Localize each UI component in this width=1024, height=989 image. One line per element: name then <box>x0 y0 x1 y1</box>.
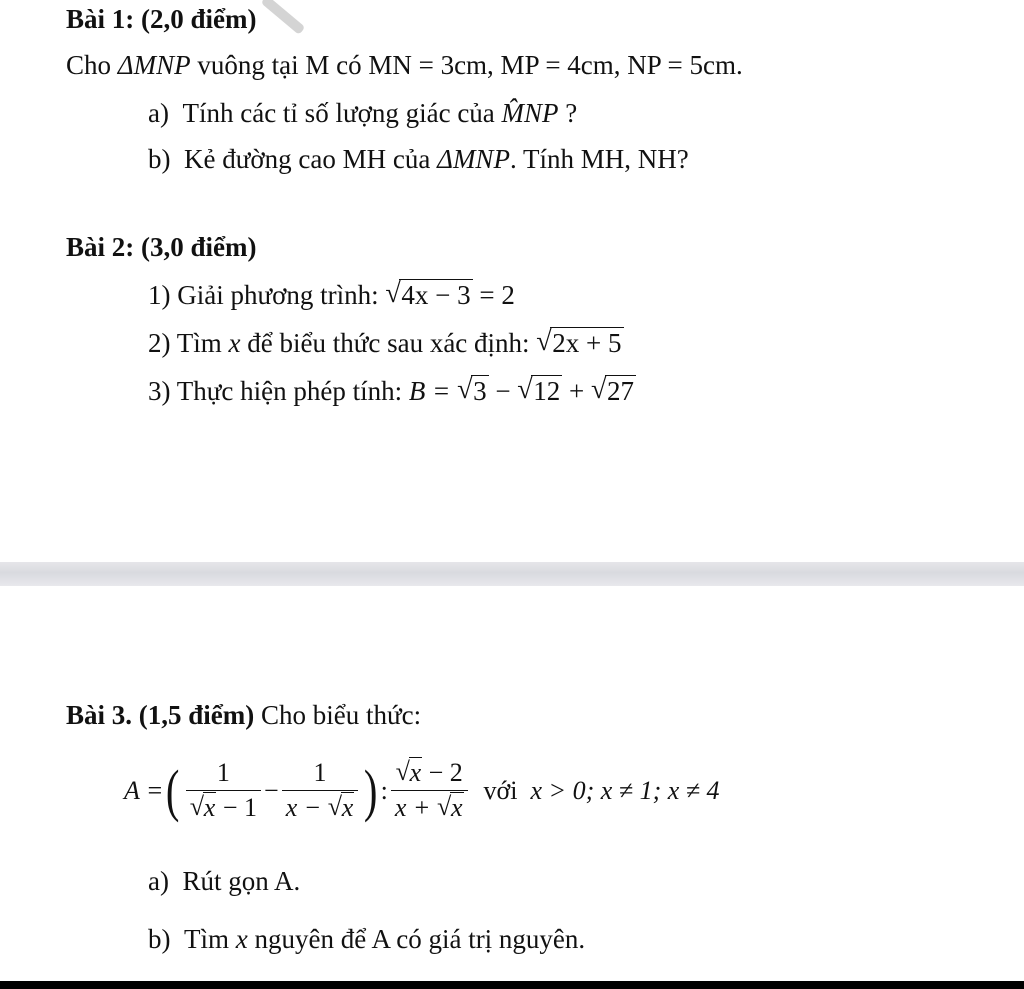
pen-mark <box>261 0 306 35</box>
fraction-3: √ $\frac{x - 2}{x + √ x}$ <box>391 758 468 823</box>
bai3-title: Bài 3. (1,5 điểm) Cho biểu thức: <box>66 700 422 730</box>
bai1-question-b: b) Kẻ đường cao MH của ΔMNP. Tính MH, NH? <box>148 144 689 174</box>
angle-label: M̂NP <box>501 98 559 128</box>
fraction-2: $\frac{1}{x - √ x}$ <box>282 758 359 823</box>
triangle-label: ΔMNP <box>117 50 191 80</box>
page-divider <box>0 562 1024 586</box>
bai2-question-1: 1) Giải phương trình: √ 4x − 3 = 2 <box>148 280 515 311</box>
condition: x > 0; x ≠ 1; x ≠ 4 <box>530 775 720 805</box>
bai2-question-2: 2) Tìm x để biểu thức sau xác định: √ 2x + 5 <box>148 328 624 359</box>
bai3-question-a: a) Rút gọn A. <box>148 866 301 896</box>
bai1-title: Bài 1: (2,0 điểm) <box>66 4 257 34</box>
fraction-1: 1 √ x − 1 <box>186 758 261 823</box>
bai1-question-a: a) Tính các tỉ số lượng giác của M̂NP ? <box>148 98 578 128</box>
bai1-intro: Cho ΔMNP vuông tại M có MN = 3cm, MP = 4cm, NP = 5cm. <box>66 50 743 80</box>
bai2-title: Bài 2: (3,0 điểm) <box>66 232 257 262</box>
sqrt-expression: √ 2x + 5 <box>536 328 623 359</box>
bai3-question-b: b) Tìm x nguyên để A có giá trị nguyên. <box>148 924 586 954</box>
bai2-question-3: 3) Thực hiện phép tính: B = √ 3 − √ 12 + √ 27 <box>148 376 636 407</box>
bottom-edge <box>0 981 1024 989</box>
sqrt-expression: √ 4x − 3 <box>385 280 472 311</box>
expression-a: A = ( 1 √ x − 1 − $\frac{1}{x - √ x}$ ) : √ $\frac{x - 2}{x + √ x}$ với x > 0; x ≠ 1; x ≠ 4 <box>124 758 720 823</box>
